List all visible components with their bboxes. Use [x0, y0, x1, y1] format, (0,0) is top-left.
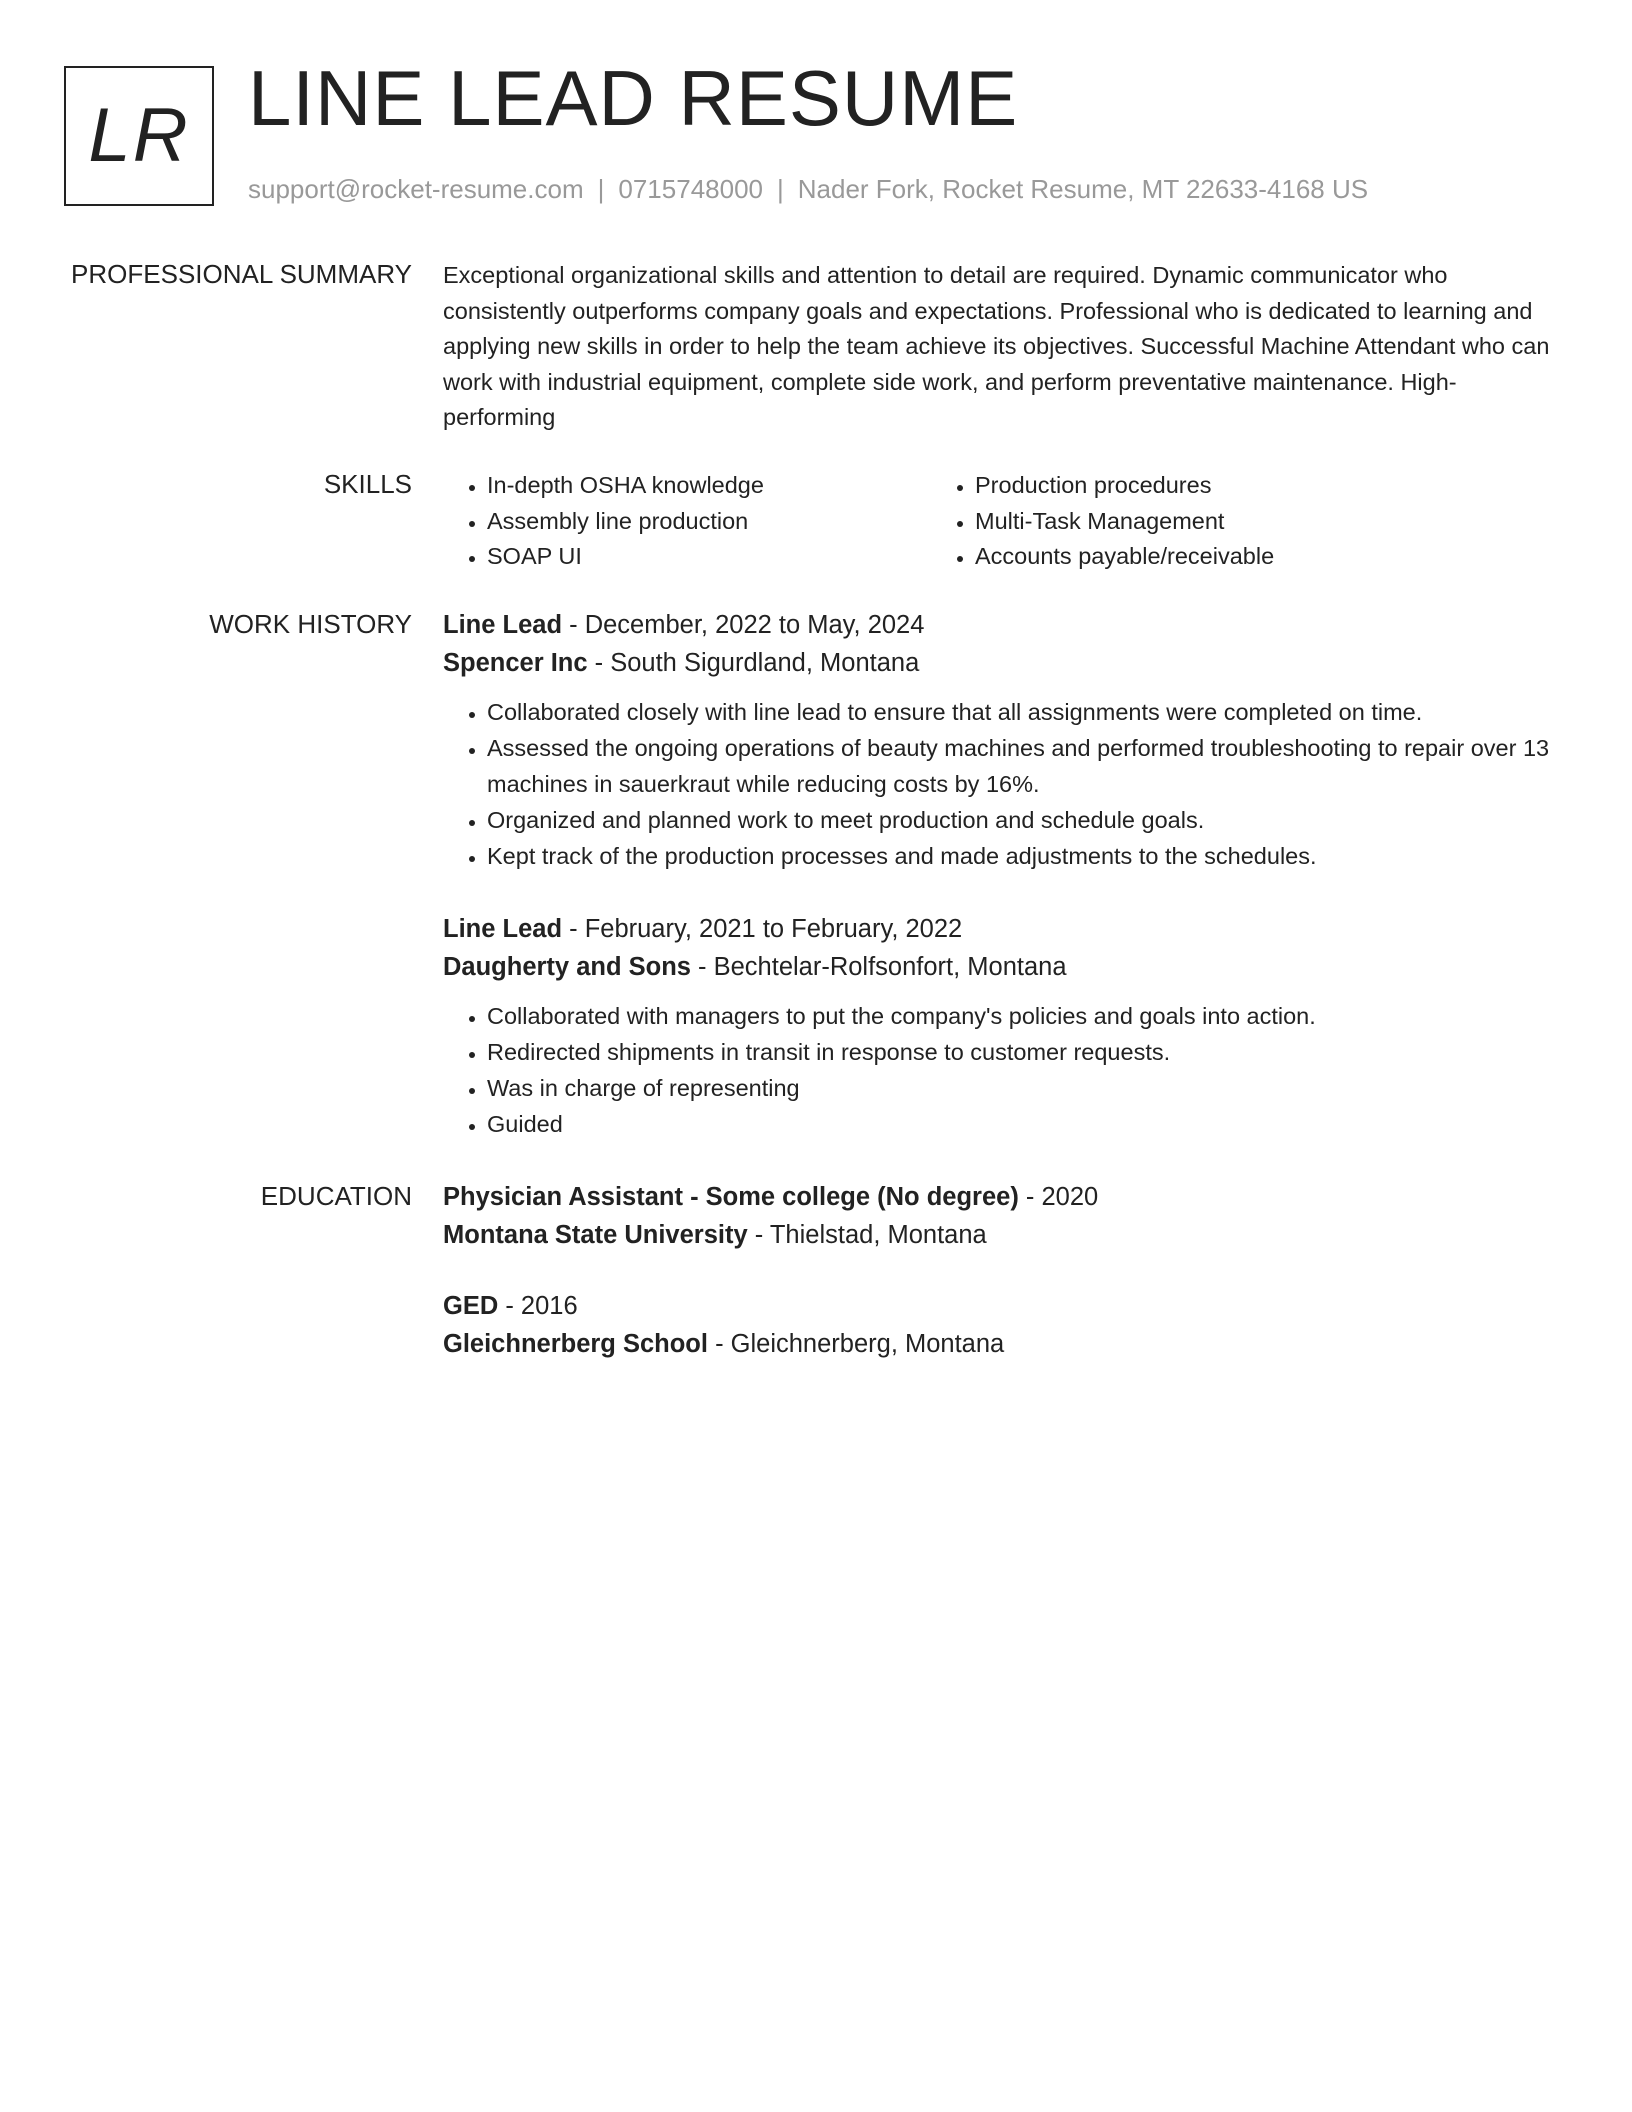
education-location: - Gleichnerberg, Montana [707, 1330, 1005, 1358]
education-degree: Physician Assistant - Some college (No degree) [443, 1183, 1019, 1211]
job-company-line [443, 948, 1553, 986]
job-location: - South Sigurdland, Montana [587, 649, 920, 677]
summary-body [443, 256, 1553, 436]
education-degree-line [443, 1178, 1553, 1216]
job-company: Spencer Inc [443, 649, 588, 677]
section-label-skills: SKILLS [323, 469, 412, 499]
skills-body [443, 466, 1553, 575]
job-title: Line Lead [443, 611, 563, 639]
summary-text: Exceptional organizational skills and attention to detail are required. Dynamic communicator who consistently outperforms company goals and expectations. Professional who is dedicated to learning and applying new skills in order to help the team achieve its objectives. Successful Machine Attendant who can work with industrial equipment, complete side work, and perform preventative maintenance. High-performing [443, 262, 1550, 431]
job-bullet: • Assessed the ongoing operations of beauty machines and performed troubleshooting to repair over 13 machines in sauerkraut while reducing costs by 16%. [487, 730, 1553, 802]
job-entry [443, 606, 1553, 874]
skill-item: • Assembly line production [487, 504, 987, 540]
contact-email: support@rocket-resume.com [248, 174, 584, 204]
education-degree: GED [443, 1292, 499, 1320]
job-title-line [443, 606, 1553, 644]
job-bullet: • Was in charge of representing [487, 1070, 1553, 1106]
education-degree-line [443, 1287, 1553, 1325]
job-location: - Bechtelar-Rolfsonfort, Montana [690, 953, 1067, 981]
skills-column-2 [931, 468, 1475, 575]
contact-separator: | [777, 174, 784, 204]
job-bullet: • Redirected shipments in transit in response to customer requests. [487, 1034, 1553, 1070]
education-school: Montana State University [443, 1221, 748, 1249]
job-bullet: • Kept track of the production processes and made adjustments to the schedules. [487, 838, 1553, 874]
section-label-work-history: WORK HISTORY [209, 609, 412, 639]
contact-line [248, 174, 1368, 205]
education-location: - Thielstad, Montana [747, 1221, 987, 1249]
monogram-logo [64, 66, 214, 206]
skill-item: • SOAP UI [487, 539, 987, 575]
job-dates: - February, 2021 to February, 2022 [562, 915, 963, 943]
skill-item: • In-depth OSHA knowledge [487, 468, 987, 504]
contact-separator: | [597, 174, 605, 204]
skill-item: • Accounts payable/receivable [975, 539, 1475, 575]
education-year: - 2016 [498, 1292, 578, 1320]
skills-column-1 [443, 468, 987, 575]
job-entry [443, 910, 1553, 1142]
education-school-line [443, 1325, 1553, 1363]
contact-address: Nader Fork, Rocket Resume, MT 22633-4168 US [797, 174, 1369, 204]
job-company: Daugherty and Sons [443, 953, 691, 981]
education-school: Gleichnerberg School [443, 1330, 708, 1358]
job-bullet: • Collaborated with managers to put the company's policies and goals into action. [487, 998, 1553, 1034]
skills-grid [443, 468, 1553, 575]
section-label-education: EDUCATION [260, 1181, 412, 1211]
job-dates: - December, 2022 to May, 2024 [562, 611, 925, 639]
resume-title: LINE LEAD RESUME [248, 54, 1019, 142]
job-bullets [443, 998, 1553, 1142]
job-title-line [443, 910, 1553, 948]
monogram-text: LR [88, 93, 190, 178]
education-year: - 2020 [1018, 1183, 1099, 1211]
contact-phone: 0715748000 [618, 174, 763, 204]
job-title: Line Lead [443, 915, 563, 943]
job-bullet: • Collaborated closely with line lead to ensure that all assignments were completed on time. [487, 694, 1553, 730]
job-bullet: • Organized and planned work to meet production and schedule goals. [487, 802, 1553, 838]
skill-item: • Production procedures [975, 468, 1475, 504]
job-company-line [443, 644, 1553, 682]
job-bullets [443, 694, 1553, 874]
job-bullet: • Guided [487, 1106, 1553, 1142]
education-school-line [443, 1216, 1553, 1254]
section-label-summary: PROFESSIONAL SUMMARY [71, 259, 412, 289]
education-entry [443, 1178, 1553, 1254]
education-entry [443, 1287, 1553, 1363]
skill-item: • Multi-Task Management [975, 504, 1475, 540]
